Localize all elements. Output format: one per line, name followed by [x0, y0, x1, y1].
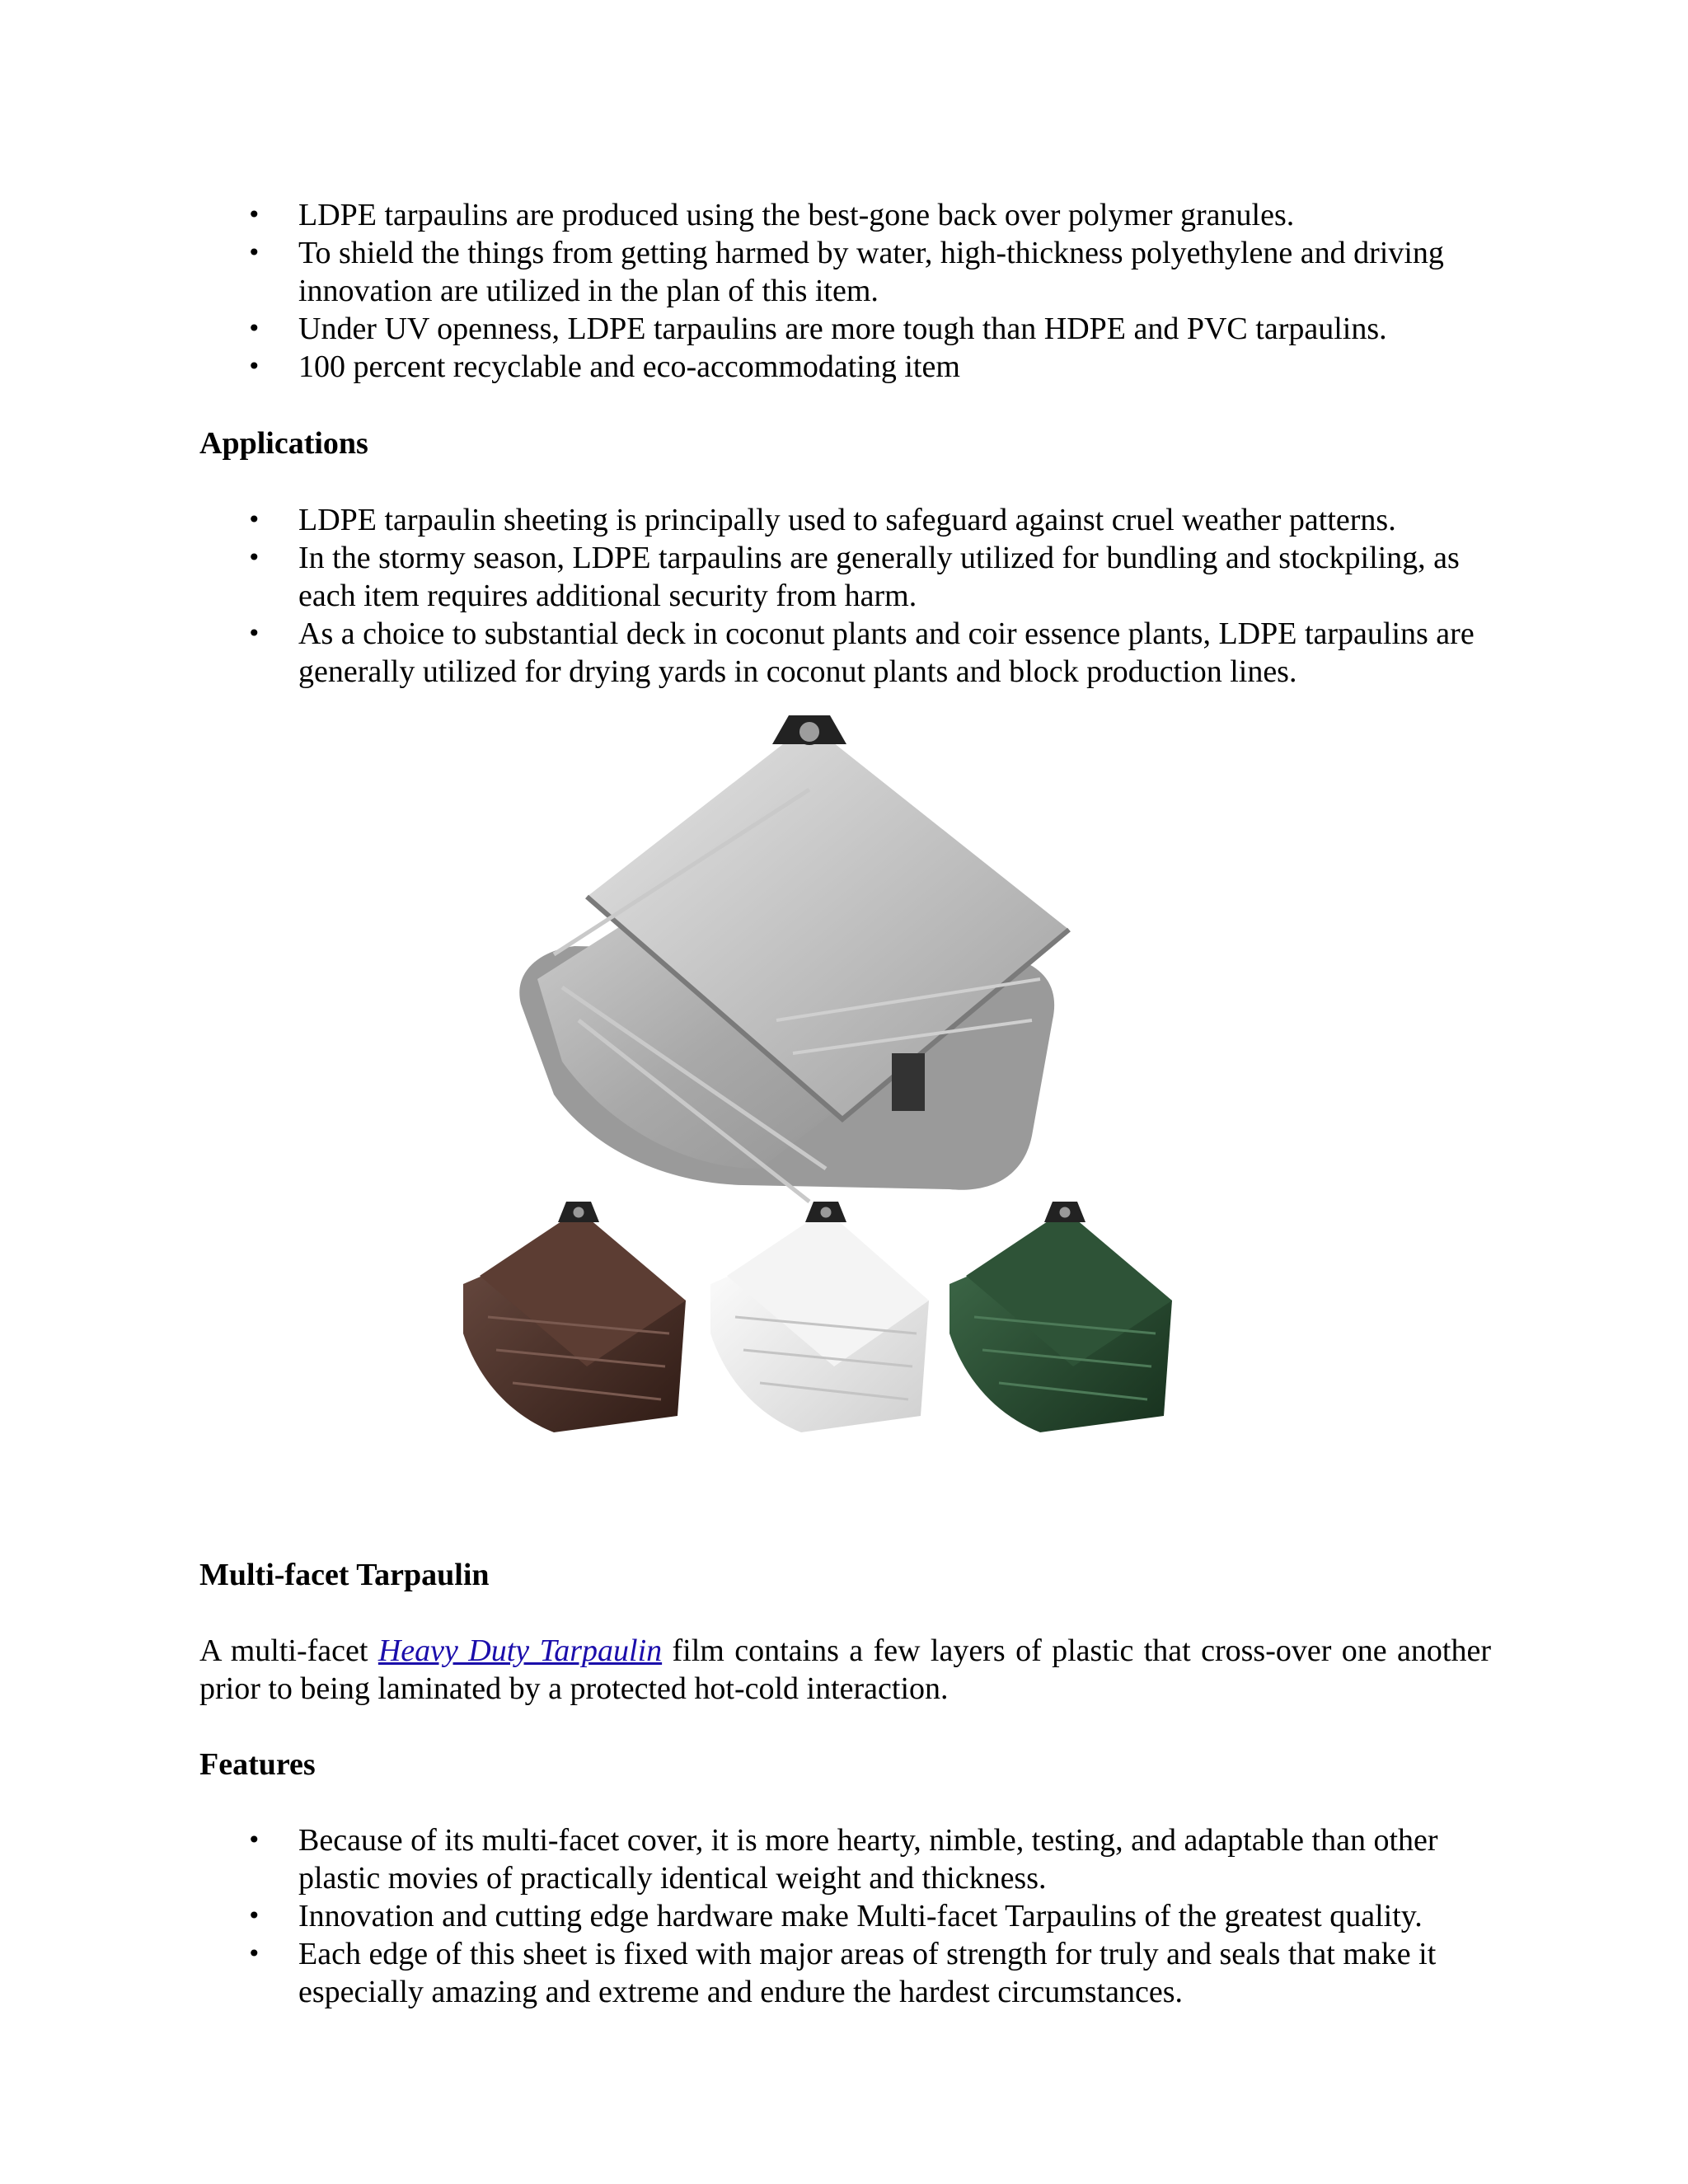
green-tarpaulin [950, 1202, 1172, 1432]
properties-list [199, 196, 1491, 386]
list-item: • Innovation and cutting edge hardware make Multi-facet Tarpaulins of the greatest quality. [199, 1897, 1491, 1935]
document-content [199, 196, 1491, 2011]
heavy-duty-tarpaulin-link[interactable]: Heavy Duty Tarpaulin [377, 1633, 663, 1668]
white-tarpaulin [710, 1202, 929, 1432]
multifacet-heading: Multi-facet Tarpaulin [199, 1558, 490, 1592]
list-item: • In the stormy season, LDPE tarpaulins are generally utilized for bundling and stockpiling, as each item requires additional security from harm. [199, 539, 1491, 615]
intro-text-end: film contains a few layers of plastic that cross-over one another prior to being laminated by a protected hot-cold interaction. [199, 1633, 1491, 1706]
multifacet-intro [199, 1632, 1491, 1708]
silver-tarpaulin [519, 715, 1069, 1202]
applications-heading: Applications [199, 426, 368, 461]
tarpaulin-image [463, 707, 1221, 1531]
features-list [199, 1821, 1491, 2011]
list-item: • Because of its multi-facet cover, it is more hearty, nimble, testing, and adaptable than other plastic movies of practically identical weight and thickness. [199, 1821, 1491, 1897]
features-heading: Features [199, 1747, 316, 1782]
list-item: • 100 percent recyclable and eco-accommodating item [199, 348, 1491, 386]
list-item: • Under UV openness, LDPE tarpaulins are more tough than HDPE and PVC tarpaulins. [199, 310, 1491, 348]
list-item: • Each edge of this sheet is fixed with major areas of strength for truly and seals that make it especially amazing and extreme and endure the hardest circumstances. [199, 1935, 1491, 2011]
brown-tarpaulin [463, 1202, 686, 1432]
tarpaulin-figure [199, 707, 1491, 1531]
list-item: • As a choice to substantial deck in coconut plants and coir essence plants, LDPE tarpaulins are generally utilized for drying yards in coconut plants and block production lines. [199, 615, 1491, 691]
list-item: • To shield the things from getting harmed by water, high-thickness polyethylene and driving innovation are utilized in the plan of this item. [199, 234, 1491, 310]
intro-text-start: A multi-facet [199, 1633, 378, 1668]
list-item: • LDPE tarpaulin sheeting is principally used to safeguard against cruel weather patterns. [199, 501, 1491, 539]
list-item: • LDPE tarpaulins are produced using the best-gone back over polymer granules. [199, 196, 1491, 234]
applications-list [199, 501, 1491, 691]
